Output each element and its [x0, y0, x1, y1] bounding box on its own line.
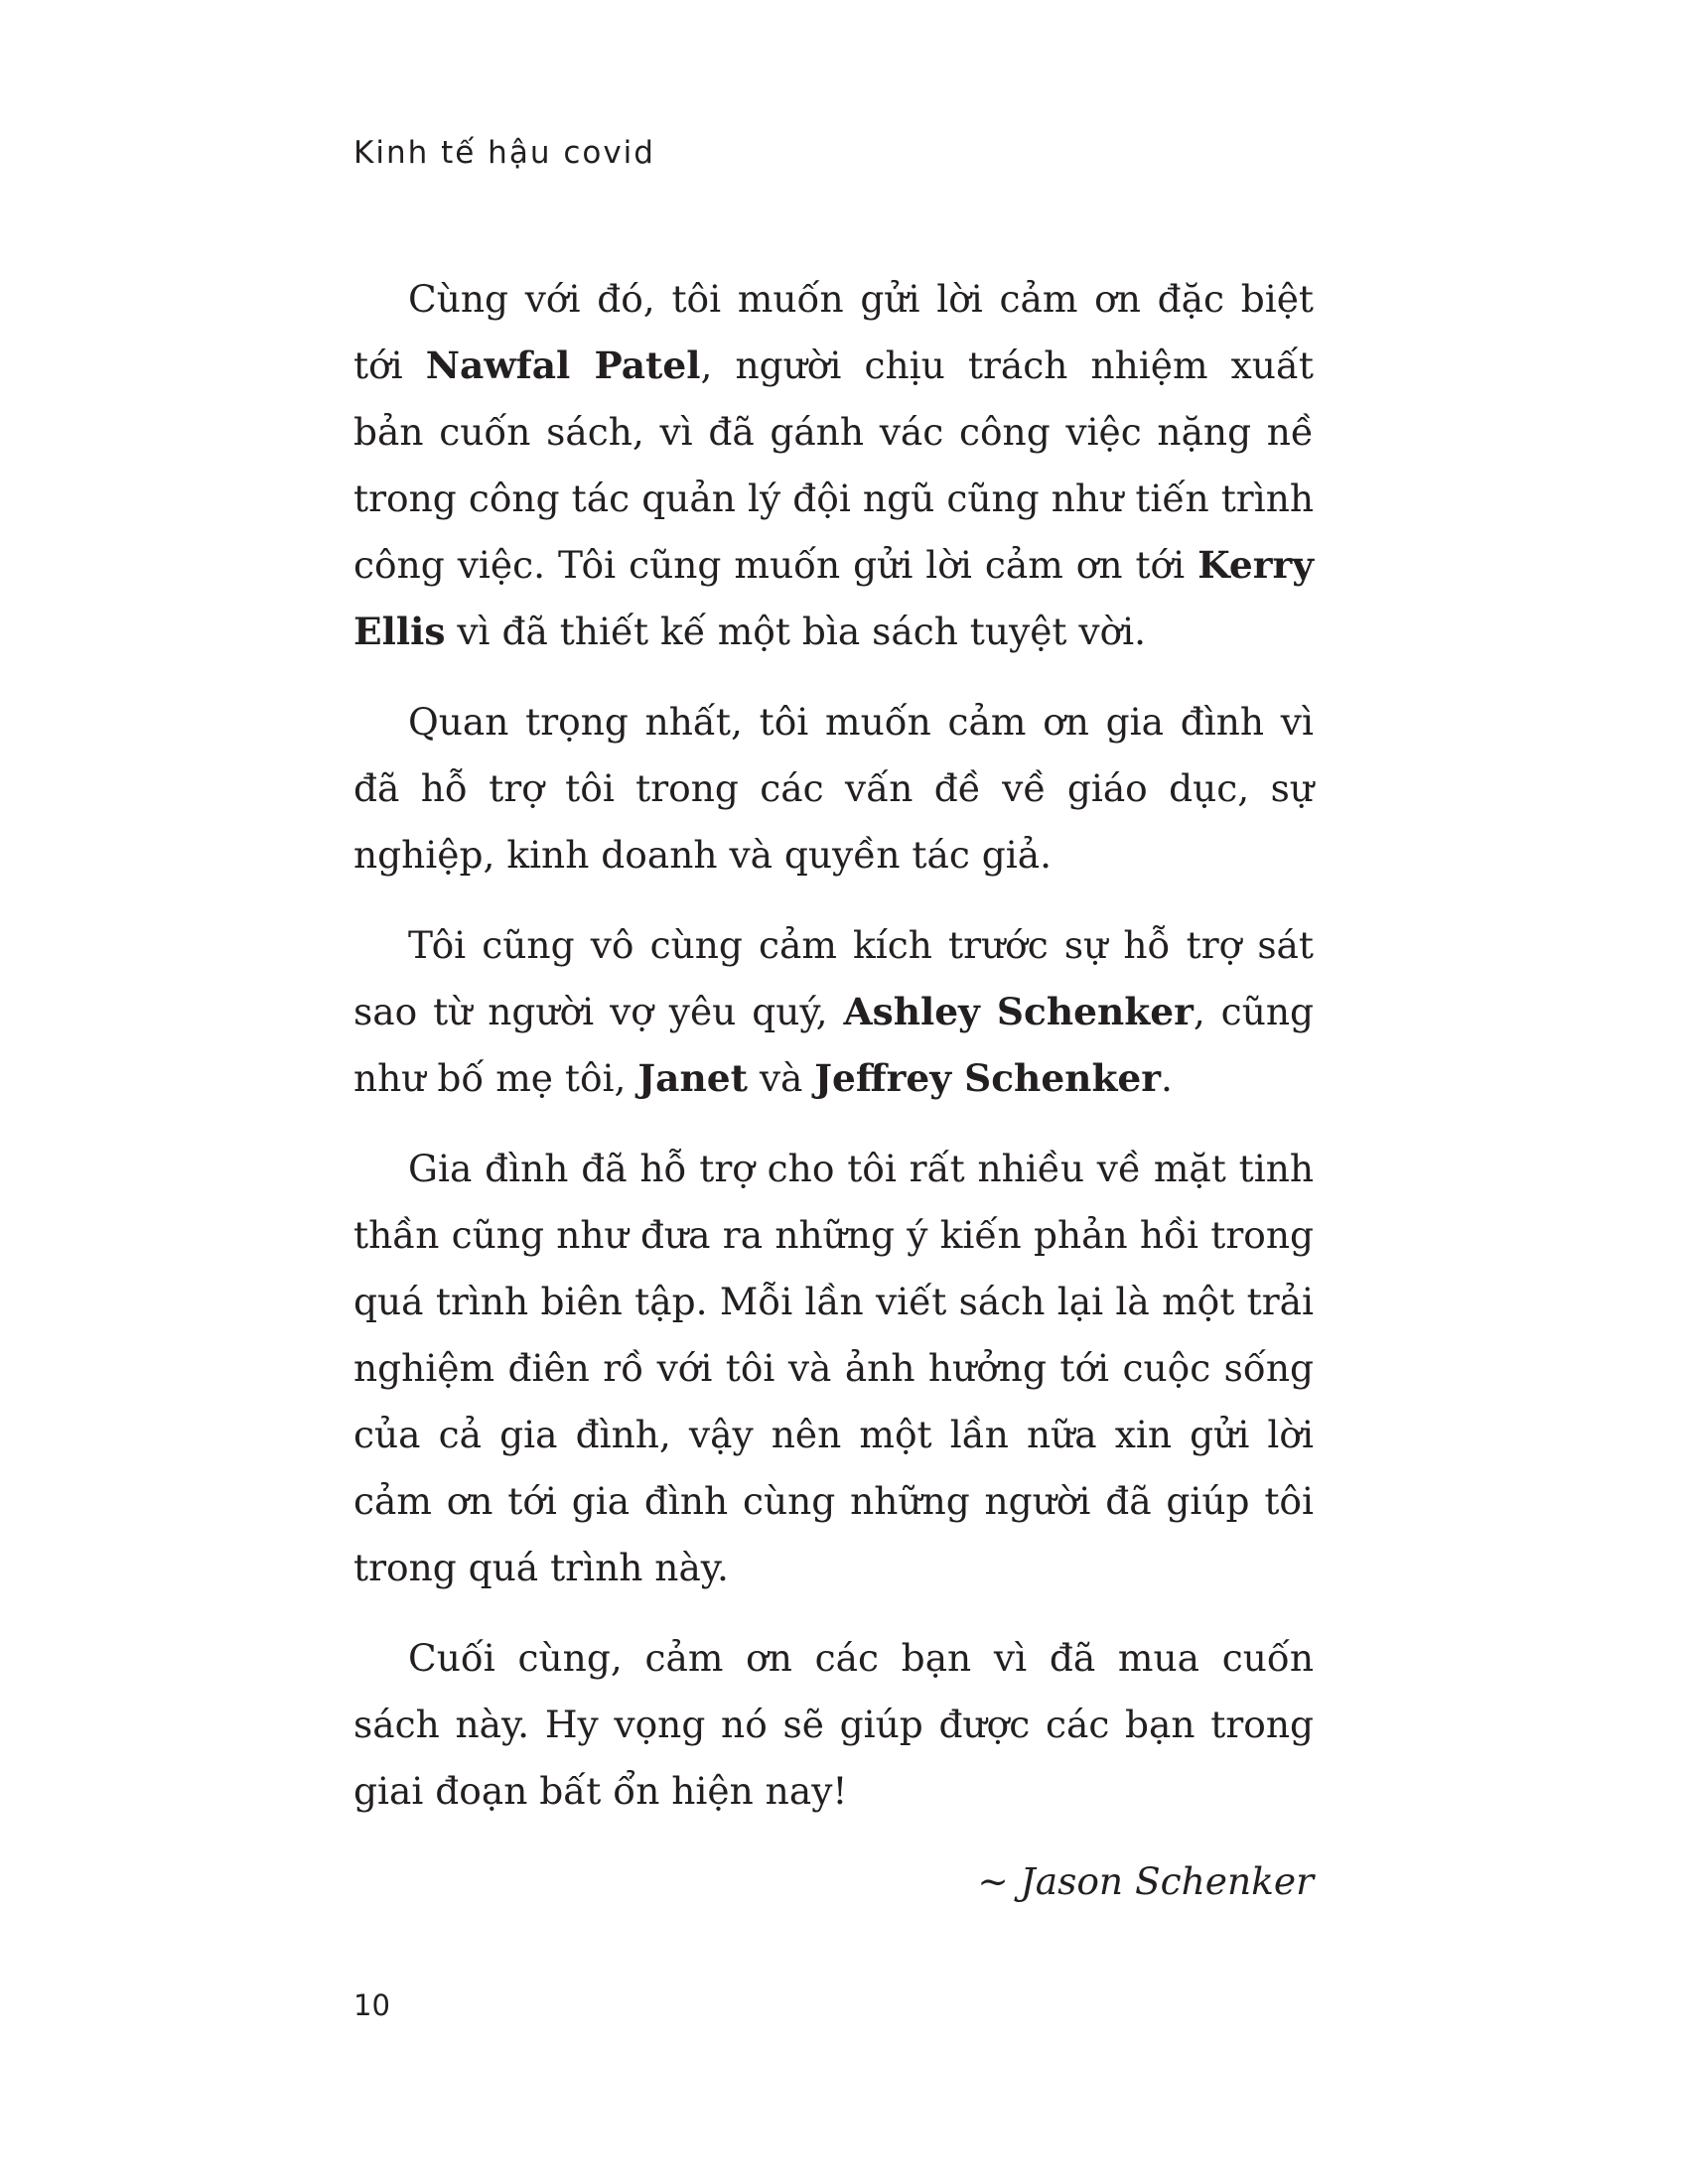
paragraph-3-text-a: Tôi cũng vô cùng cảm kích trước sự hỗ trợ sát sao từ người vợ yêu quý, [353, 923, 1314, 1033]
name-kerry-ellis: Kerry Ellis [353, 543, 1314, 653]
acknowledgements-body [353, 266, 1314, 1915]
page-number: 10 [353, 1988, 390, 2022]
paragraph-1-text-a: Cùng với đó, tôi muốn gửi lời cảm ơn đặc biệt tới [353, 277, 1314, 387]
paragraph-3-text-d: . [1161, 1056, 1173, 1100]
paragraph-3-text-c: và [747, 1056, 815, 1100]
paragraph-2 [353, 689, 1314, 888]
running-header: Kinh tế hậu covid [353, 135, 655, 171]
paragraph-1 [353, 266, 1314, 665]
paragraph-3-text-b: , cũng như bố mẹ tôi, [353, 990, 1314, 1100]
paragraph-4 [353, 1136, 1314, 1601]
paragraph-3 [353, 912, 1314, 1112]
name-nawfal-patel: Nawfal Patel [425, 343, 701, 387]
name-ashley-schenker: Ashley Schenker [843, 990, 1194, 1033]
paragraph-1-text-c: vì đã thiết kế một bìa sách tuyệt vời. [445, 610, 1147, 653]
paragraph-5 [353, 1625, 1314, 1825]
name-jeffrey-schenker: Jeffrey Schenker [814, 1056, 1162, 1100]
paragraph-5-text: Cuối cùng, cảm ơn các bạn vì đã mua cuốn sách này. Hy vọng nó sẽ giúp được các bạn trong giai đoạn bất ổn hiện nay! [353, 1636, 1314, 1813]
paragraph-4-text: Gia đình đã hỗ trợ cho tôi rất nhiều về mặt tinh thần cũng như đưa ra những ý kiến phản hồi trong quá trình biên tập. Mỗi lần viết sách lại là một trải nghiệm điên rồ với tôi và ảnh hưởng tới cuộc sống của cả gia đình, vậy nên một lần nữa xin gửi lời cảm ơn tới gia đình cùng những người đã giúp tôi trong quá trình này. [353, 1147, 1314, 1589]
author-signature: ~ Jason Schenker [977, 1859, 1314, 1903]
paragraph-2-text: Quan trọng nhất, tôi muốn cảm ơn gia đình vì đã hỗ trợ tôi trong các vấn đề về giáo dục, sự nghiệp, kinh doanh và quyền tác giả. [353, 700, 1314, 877]
name-janet: Janet [637, 1056, 748, 1100]
paragraph-1-text-b: , người chịu trách nhiệm xuất bản cuốn sách, vì đã gánh vác công việc nặng nề trong công tác quản lý đội ngũ cũng như tiến trình công việc. Tôi cũng muốn gửi lời cảm ơn tới [353, 343, 1314, 587]
